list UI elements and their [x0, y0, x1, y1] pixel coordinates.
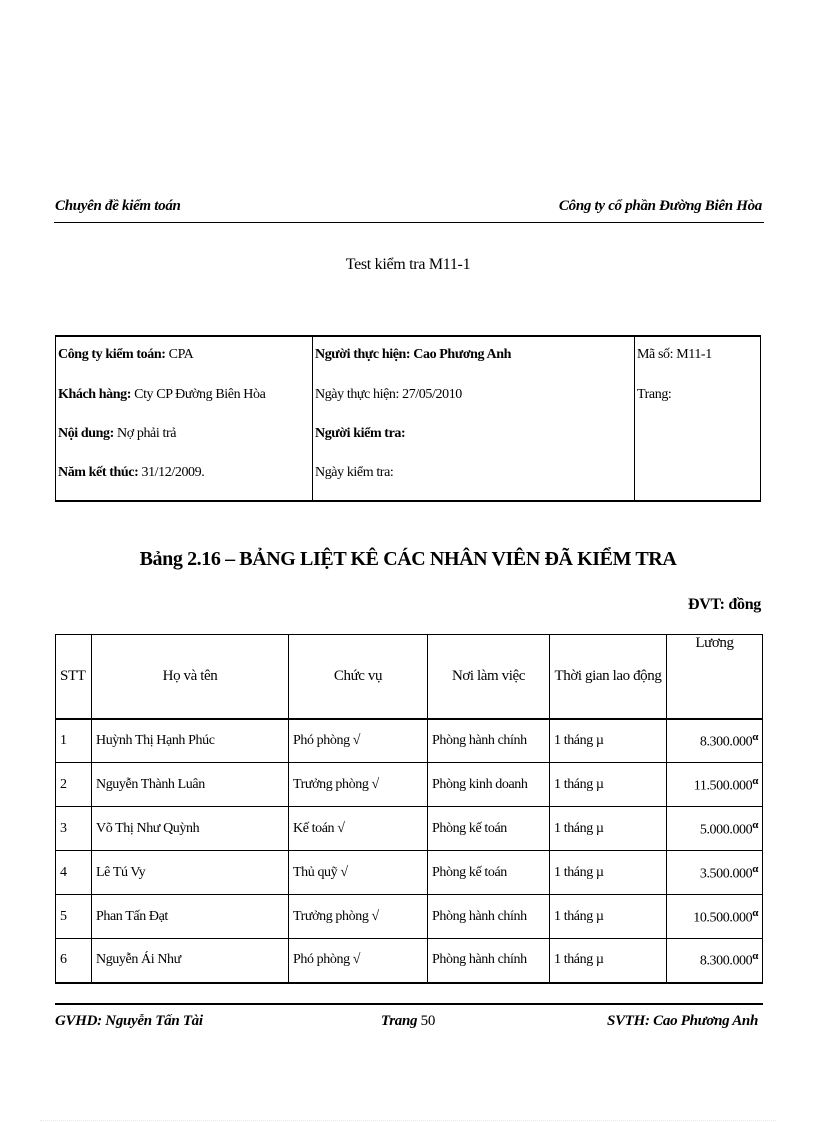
employee-table	[55, 634, 763, 984]
cell-position: Phó phòng √	[289, 939, 428, 983]
header-left-title: Chuyên đề kiểm toán	[55, 198, 181, 214]
cell-workplace: Phòng kinh doanh	[428, 763, 550, 807]
cell-stt: 5	[56, 895, 92, 939]
cell-name: Nguyễn Ái Như	[92, 939, 289, 983]
info-box	[55, 335, 761, 502]
alpha-mark-icon: α	[752, 950, 758, 963]
footer-divider	[55, 1003, 763, 1005]
info-code: Mã số: M11-1	[637, 347, 712, 362]
footer-student: SVTH: Cao Phương Anh	[607, 1013, 758, 1029]
info-review-date: Ngày kiểm tra:	[315, 465, 394, 480]
table-row	[56, 939, 763, 983]
mu-mark-icon: µ	[595, 820, 604, 836]
alpha-mark-icon: α	[752, 774, 758, 787]
info-box-divider	[312, 337, 313, 500]
cell-salary: $8.300.000^\alpha$	[667, 719, 763, 763]
cell-workplace: Phòng hành chính	[428, 895, 550, 939]
check-mark-icon: √	[337, 820, 345, 836]
info-preparer: Người thực hiện: Cao Phương Anh	[315, 347, 511, 362]
alpha-mark-icon: α	[752, 730, 758, 743]
info-company: Công ty kiểm toán: CPA	[58, 347, 194, 362]
cell-position: Kế toán √	[289, 807, 428, 851]
cell-stt: 3	[56, 807, 92, 851]
header-right-title: Công ty cổ phần Đường Biên Hòa	[558, 198, 762, 214]
cell-duration: 1 tháng µ	[550, 719, 667, 763]
info-box-divider	[634, 337, 635, 500]
cell-stt: 4	[56, 851, 92, 895]
cell-salary: $11.500.000^\alpha$	[667, 763, 763, 807]
alpha-mark-icon: α	[752, 818, 758, 831]
footer-supervisor: GVHD: Nguyễn Tấn Tài	[55, 1013, 203, 1029]
cell-position: Trưởng phòng √	[289, 763, 428, 807]
table-row	[56, 851, 763, 895]
cell-stt: 6	[56, 939, 92, 983]
col-header-name: Họ và tên	[92, 635, 289, 719]
table-row	[56, 719, 763, 763]
check-mark-icon: √	[352, 952, 361, 968]
page-number: 50	[420, 1013, 436, 1029]
table-row	[56, 895, 763, 939]
check-mark-icon: √	[371, 776, 379, 792]
cell-workplace: Phòng hành chính	[428, 939, 550, 983]
cell-stt: 1	[56, 719, 92, 763]
mu-mark-icon: µ	[595, 952, 604, 968]
header-divider	[54, 222, 764, 223]
col-header-stt: STT	[56, 635, 92, 719]
cell-duration: 1 tháng µ	[550, 895, 667, 939]
cell-workplace: Phòng kế toán	[428, 851, 550, 895]
mu-mark-icon: µ	[595, 732, 604, 748]
info-content: Nội dung: Nợ phải trả	[58, 426, 177, 441]
table-title: Bảng 2.16 – BẢNG LIỆT KÊ CÁC NHÂN VIÊN ĐÃ KIỂM TRA	[139, 548, 677, 570]
table-header-row	[56, 635, 763, 719]
col-header-salary: Lương	[667, 635, 763, 719]
cell-salary: $3.500.000^\alpha$	[667, 851, 763, 895]
cell-name: Võ Thị Như Quỳnh	[92, 807, 289, 851]
cell-salary: $10.500.000^\alpha$	[667, 895, 763, 939]
cell-workplace: Phòng kế toán	[428, 807, 550, 851]
cell-duration: 1 tháng µ	[550, 763, 667, 807]
table-row	[56, 763, 763, 807]
table-row	[56, 807, 763, 851]
mu-mark-icon: µ	[595, 776, 604, 792]
info-client: Khách hàng: Cty CP Đường Biên Hòa	[58, 387, 266, 402]
col-header-position: Chức vụ	[289, 635, 428, 719]
cell-name: Lê Tú Vy	[92, 851, 289, 895]
info-year-end: Năm kết thúc: 31/12/2009.	[58, 465, 205, 480]
page-edge	[40, 1120, 776, 1121]
cell-name: Phan Tấn Đạt	[92, 895, 289, 939]
footer-page: Trang 50	[380, 1013, 436, 1029]
info-reviewer: Người kiểm tra:	[315, 426, 406, 441]
cell-salary: $8.300.000^\alpha$	[667, 939, 763, 983]
alpha-mark-icon: α	[752, 906, 758, 919]
col-header-workplace: Nơi làm việc	[428, 635, 550, 719]
cell-duration: 1 tháng µ	[550, 939, 667, 983]
info-page: Trang:	[637, 387, 672, 402]
col-header-duration: Thời gian lao động	[550, 635, 667, 719]
check-mark-icon: √	[371, 908, 379, 924]
mu-mark-icon: µ	[595, 908, 604, 924]
cell-salary: $5.000.000^\alpha$	[667, 807, 763, 851]
cell-position: Phó phòng √	[289, 719, 428, 763]
check-mark-icon: √	[352, 732, 361, 748]
info-prepared-date: Ngày thực hiện: 27/05/2010	[315, 387, 462, 402]
cell-position: Trưởng phòng √	[289, 895, 428, 939]
cell-stt: 2	[56, 763, 92, 807]
mu-mark-icon: µ	[595, 864, 604, 880]
cell-duration: 1 tháng µ	[550, 807, 667, 851]
alpha-mark-icon: α	[752, 862, 758, 875]
test-title: Test kiểm tra M11-1	[345, 256, 471, 273]
check-mark-icon: √	[340, 864, 348, 880]
cell-name: Nguyễn Thành Luân	[92, 763, 289, 807]
currency-unit: ĐVT: đồng	[687, 596, 761, 613]
cell-name: Huỳnh Thị Hạnh Phúc	[92, 719, 289, 763]
cell-position: Thủ quỹ √	[289, 851, 428, 895]
cell-duration: 1 tháng µ	[550, 851, 667, 895]
cell-workplace: Phòng hành chính	[428, 719, 550, 763]
